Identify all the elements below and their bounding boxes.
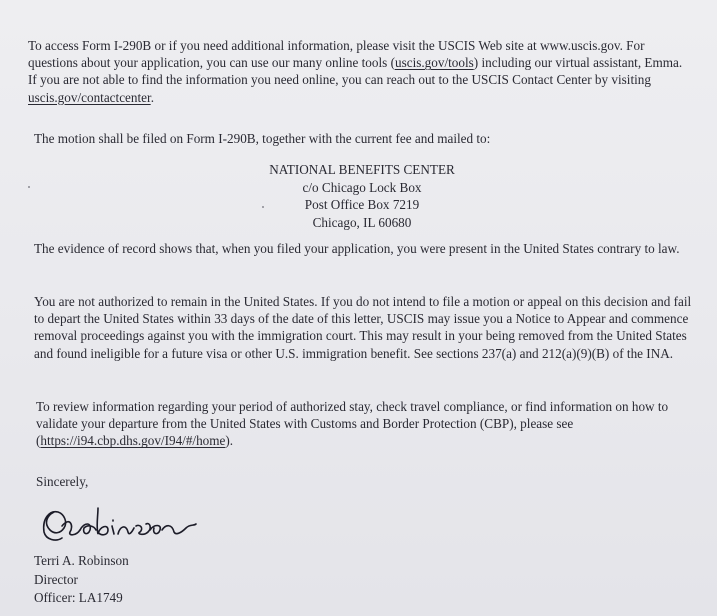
signature-block (34, 552, 129, 608)
mailing-address (250, 161, 474, 231)
handwritten-signature (40, 502, 200, 544)
paragraph-text: ). (225, 433, 234, 449)
paragraph-motion: The motion shall be filed on Form I-290B, together with the current fee and mailed to: (34, 131, 491, 146)
signer-name: Terri A. Robinson (34, 553, 129, 568)
address-line-2: c/o Chicago Lock Box (302, 179, 422, 195)
paragraph-text: To review information regarding your period of authorized stay, check travel compliance, or find information on how to validate your departure from the United States with Customs and Border Protection (CBP), please see ( (36, 399, 669, 449)
address-line-4: Chicago, IL 60680 (312, 214, 412, 230)
paragraph-text: ) including our virtual assistant, Emma. If you are not able to find the information you need online, you can reach out to the USCIS Contact Center by visiting (28, 55, 683, 88)
signer-title: Director (34, 571, 78, 587)
link-i94[interactable]: https://i94.cbp.dhs.gov/I94/#/home (40, 433, 226, 449)
closing: Sincerely, (36, 474, 89, 489)
paragraph-access-info (28, 37, 692, 106)
paragraph-review (36, 398, 692, 450)
address-line-1: NATIONAL BENEFITS CENTER (269, 162, 455, 177)
address-line-3: Post Office Box 7219 (304, 197, 420, 213)
signer-officer-id: Officer: LA1749 (34, 590, 123, 605)
link-uscis-tools[interactable]: uscis.gov/tools (394, 55, 474, 71)
paragraph-evidence: The evidence of record shows that, when you filed your application, you were present in the United States contrary to law. (34, 241, 680, 256)
paragraph-text: . (150, 89, 154, 105)
paper-speck (262, 206, 264, 208)
paragraph-not-authorized: You are not authorized to remain in the United States. If you do not intend to file a motion or appeal on this decision and fail to depart the United States within 33 days of the date of this letter, USCIS may issue you a Notice to Appear and commence removal proceedings against you with the immigration court. This may result in your being removed from the United States and found ineligible for a future visa or other U.S. immigration benefit. See sections 237(a) and 212(a)(9)(B) of the INA. (34, 294, 692, 361)
paper-speck (28, 186, 30, 188)
paragraph-text: To access Form I-290B or if you need additional information, please visit the USCIS Web site at www.uscis.gov. For questions about your application, you can use our many online tools ( (28, 38, 645, 71)
link-contact-center[interactable]: uscis.gov/contactcenter (28, 89, 151, 105)
